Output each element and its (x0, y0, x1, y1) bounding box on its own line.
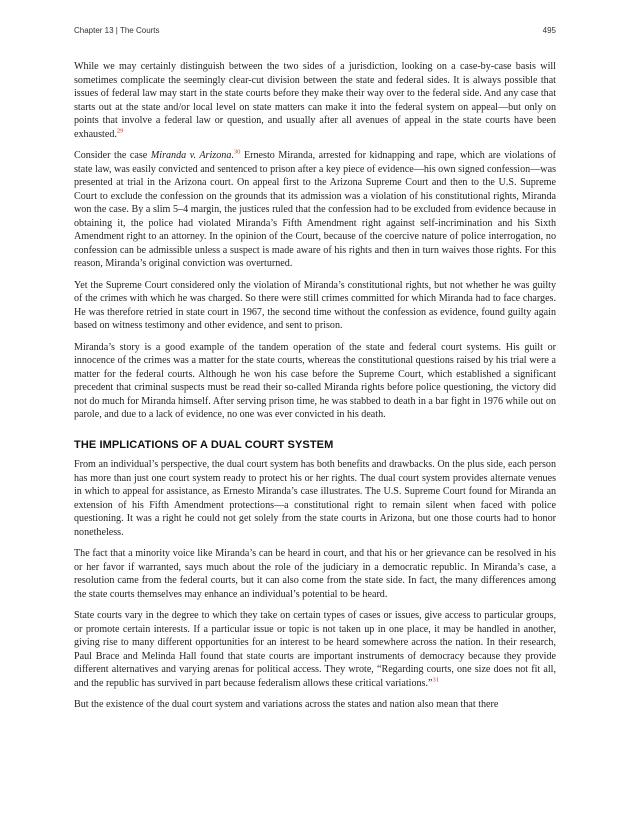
chapter-title: Chapter 13 | The Courts (74, 26, 160, 35)
footnote-ref-31[interactable]: 31 (432, 676, 439, 684)
paragraph-1-text: While we may certainly distinguish between the two sides of a jurisdiction, looking on a case-by-case basis will sometimes complicate the seemingly clear-cut division between the state and federal sides. It is always possible that issues of federal law may start in the state courts before they make their way over to the federal side. And any case that starts out at the state and/or local level on state matters can make it into the federal system on appeal—but only on points that involve a federal law or question, and usually after all avenues of appeal in the state courts have been exhausted. (74, 61, 556, 140)
paragraph-4: Miranda’s story is a good example of the tandem operation of the state and federal court systems. His guilt or innocence of the crimes was a matter for the state courts, whereas the constitutional questions raised by his trial were a matter for the federal courts. Although he won his case before the Supreme Court, which established a significant precedent that criminal suspects must be read their so-called Miranda rights before police questioning, the victory did not do much for Miranda himself. After serving prison time, he was stabbed to death in a bar fight in 1976 while out on parole, and due to a lack of evidence, no one was ever convicted in his death. (74, 341, 556, 420)
paragraph-3: Yet the Supreme Court considered only the violation of Miranda’s constitutional rights, but not whether he was guilty of the crimes with which he was charged. So there were still crimes committed for which Miranda had to face charges. He was therefore retried in state court in 1967, the second time without the confession as evidence, found guilty again based on witness testimony and other evidence, and sent to prison. (74, 279, 556, 331)
paragraph-2 (74, 149, 556, 271)
paragraph-8: But the existence of the dual court system and variations across the states and nation also mean that there (74, 699, 499, 710)
page-number: 495 (542, 26, 556, 35)
paragraph-2-text: Ernesto Miranda, arrested for kidnapping and rape, which are violations of state law, was easily convicted and sentenced to prison after a key piece of evidence—his own signed confession—was presented at trial in the Arizona court. On appeal first to the Arizona Supreme Court and then to the U.S. Supreme Court to exclude the confession on the grounds that its admission was a violation of his constitutional rights, Miranda won the case. By a slim 5–4 margin, the justices ruled that the confession had to be excluded from evidence because in obtaining it, the police had violated Miranda’s Fifth Amendment right against self-incrimination and his Sixth Amendment right to an attorney. In the opinion of the Court, because of the coercive nature of police interrogation, no confession can be admissible unless a suspect is made aware of his rights and then in turn waives those rights. For this reason, Miranda’s original conviction was overturned. (74, 150, 557, 269)
paragraph-2-lead: Consider the case (74, 150, 151, 161)
body-text (74, 60, 556, 720)
paragraph-1 (74, 60, 556, 141)
paragraph-6: The fact that a minority voice like Miranda’s can be heard in court, and that his or her grievance can be resolved in his or her favor if warranted, says much about the role of the judiciary in a democratic republic. In Miranda’s case, a resolution came from the federal courts, but it can also come from the state side. In fact, the many differences among the state courts themselves may enhance an individual’s potential to be heard. (74, 548, 556, 600)
footnote-ref-29[interactable]: 29 (116, 127, 124, 135)
paragraph-5: From an individual’s perspective, the dual court system has both benefits and drawbacks. On the plus side, each person has more than just one court system ready to protect his or her rights. The dual court system provides alternate venues in which to appeal for assistance, as Ernesto Miranda’s case illustrates. The U.S. Supreme Court found for Miranda an extension of his Fifth Amendment protections—a constitutional right to remain silent when faced with police questioning. It was a right he could not get solely from the state courts in Arizona, but one those courts had to honor nonetheless. (74, 459, 556, 538)
running-header (74, 26, 556, 35)
case-name: Miranda v. Arizona (150, 150, 232, 161)
paragraph-7-text: State courts vary in the degree to which they take on certain types of cases or issues, give access to particular groups, or promote certain interests. If a particular issue or topic is not taken up in one place, it may be handled in another, giving rise to many different opportunities for an interest to be heard somewhere across the nation. In their research, Paul Brace and Melinda Hall found that state courts are important instruments of democracy because they provide different alternatives and varying arenas for political access. They wrote, “Regarding courts, one size does not fit all, and the republic has survived in part because federalism allows these critical variations.” (74, 610, 556, 689)
footnote-ref-30[interactable]: 30 (233, 148, 241, 156)
paragraph-7 (74, 609, 556, 690)
paragraph-2-period: . (231, 150, 234, 161)
section-heading: THE IMPLICATIONS OF A DUAL COURT SYSTEM (74, 438, 334, 451)
